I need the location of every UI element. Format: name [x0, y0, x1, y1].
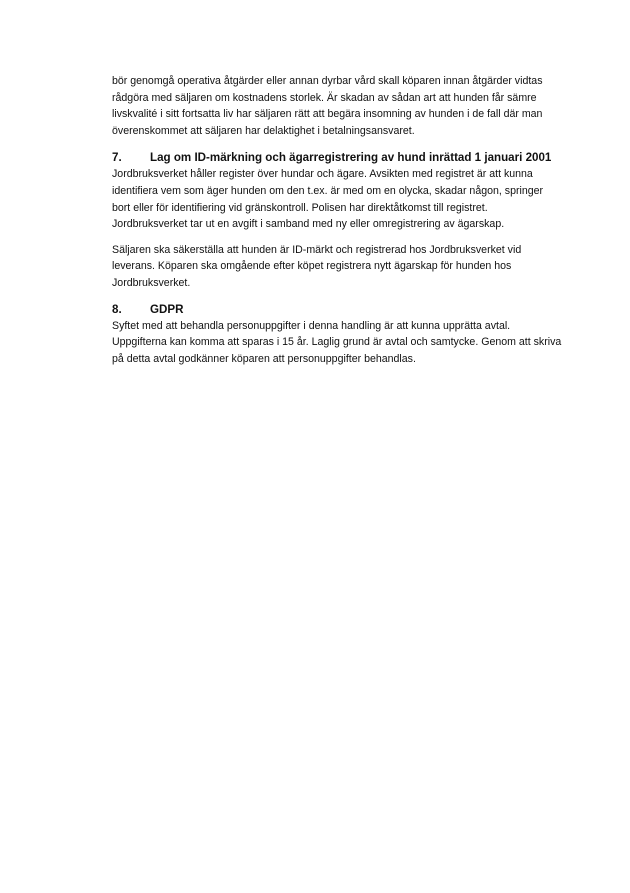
section-7-paragraph-1: Jordbruksverket håller register över hundar och ägare. Avsikten med registret är att kunna identifiera vem som äger hunden om den t.ex. är med om en olycka, skadar någon, springer bort eller för identifiering vid gränskontroll. Polisen har direktåtkomst till registret. Jordbruksverket tar ut en avgift i samband med ny eller omregistrering av ägarskap.	[112, 168, 544, 231]
section-8-heading	[112, 302, 562, 318]
section-8-number: 8.	[112, 302, 122, 316]
section-8-title: GDPR	[150, 302, 184, 316]
section-7-heading	[112, 150, 562, 166]
section-8-paragraph-1: Syftet med att behandla personuppgifter i denna handling är att kunna upprätta avtal. Uppgifterna kan komma att sparas i 15 år. Laglig grund är avtal och samtycke. Genom att skriva på detta avtal godkänner köparen att personuppgifter behandlas.	[112, 319, 562, 365]
section-7-paragraph-2: Säljaren ska säkerställa att hunden är ID-märkt och registrerad hos Jordbruksverket vid leverans. Köparen ska omgående efter köpet registrera nytt ägarskap för hunden hos Jordbruksverket.	[112, 243, 522, 289]
intro-paragraph: bör genomgå operativa åtgärder eller annan dyrbar vård skall köparen innan åtgärder vidtas rådgöra med säljaren om kostnadens storlek. Är skadan av sådan art att hunden får sämre livskvalité i sitt fortsatta liv har säljaren rätt att begära insomning av hunden i de fall där man överenskommet att säljaren har delaktighet i betalningsansvaret.	[112, 75, 543, 137]
document-page	[112, 73, 562, 377]
section-7-title: Lag om ID-märkning och ägarregistrering av hund inrättad 1 januari 2001	[150, 151, 552, 165]
section-8	[112, 302, 562, 368]
section-7-number: 7.	[112, 151, 122, 165]
section-7	[112, 150, 562, 291]
